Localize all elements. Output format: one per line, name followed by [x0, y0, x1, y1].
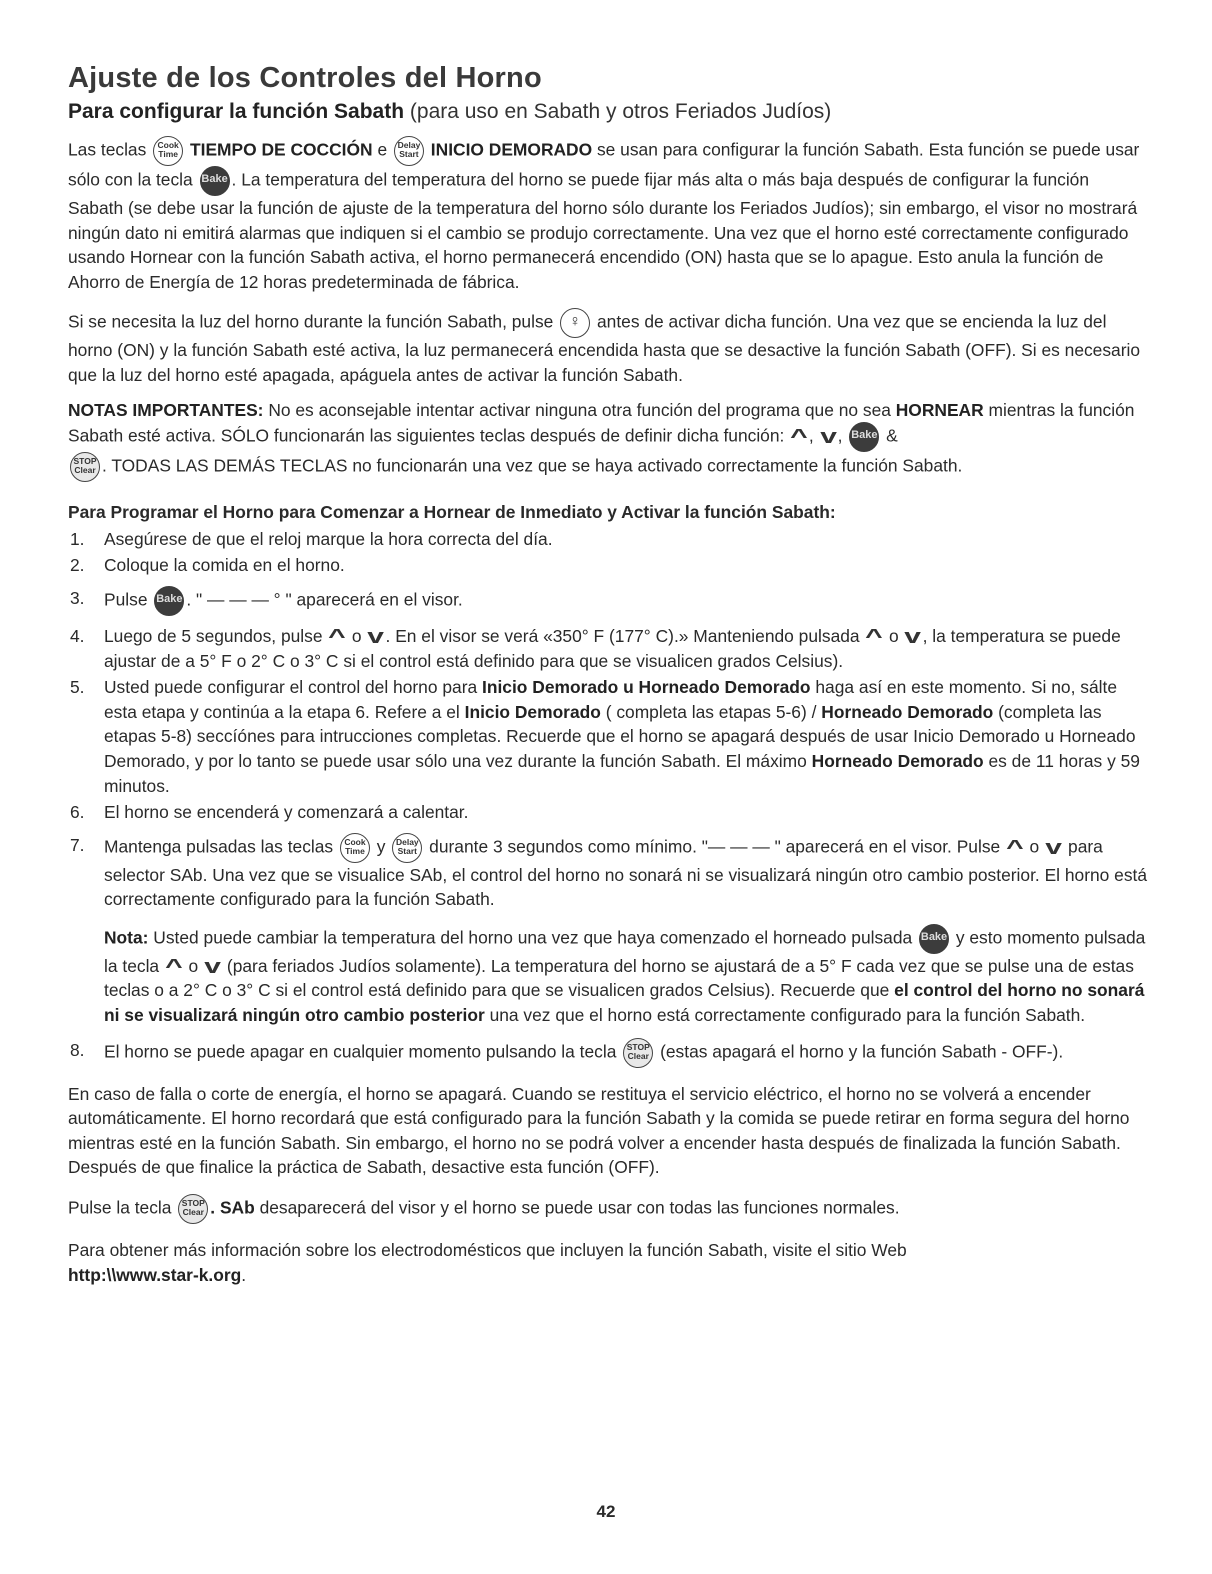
- step-text: El horno se encenderá y comenzará a calentar.: [104, 802, 469, 823]
- text: una vez que el horno está correctamente configurado para la función Sabath.: [484, 1005, 1086, 1026]
- intro-paragraph-2: [68, 308, 1148, 387]
- bake-key-icon: Bake: [200, 166, 230, 196]
- text: mientras la función Sabath esté activa. SÓLO funcionarán las siguientes teclas después de definir dicha función:: [68, 399, 1135, 446]
- nota-label: Nota:: [104, 927, 149, 948]
- step-number: 3.: [70, 587, 85, 608]
- step-text: Luego de 5 segundos, pulse: [104, 625, 328, 646]
- up-arrow-icon: ^: [865, 626, 884, 649]
- bake-key-icon: Bake: [154, 586, 184, 616]
- step-text: Mantenga pulsadas las teclas: [104, 836, 338, 857]
- page-number: 42: [596, 1502, 616, 1521]
- sab-label: . SAb: [210, 1197, 255, 1218]
- step-text: ( completa las etapas 5-6) /: [600, 701, 822, 722]
- step-bold: Horneado Demorado: [811, 750, 984, 771]
- step-text: El horno se puede apagar en cualquier momento pulsando la tecla: [104, 1041, 622, 1062]
- step-text: , la temperatura se puede ajustar de a 5° F o 2° C o 3° C si el control está definido para que se visualicen grados Celsius).: [104, 625, 1121, 671]
- text: antes de activar dicha función. Una vez que se encienda la luz del horno (ON) y la función Sabath esté activa, la luz permanecerá encendida hasta que se desactive la función Sabath (OFF). Si es necesario que la luz del horno esté apagada, apáguela antes de activar la función Sabath.: [68, 311, 1141, 385]
- step-text: Usted puede configurar el control del horno para: [104, 677, 483, 698]
- star-k-link[interactable]: http:\\www.star-k.org: [68, 1264, 242, 1285]
- step-text: para selector SAb. Una vez que se visualice SAb, el control del horno no sonará ni se visualizará ningún otro cambio posterior. El horno está correctamente configurado para la función Sabath.: [104, 836, 1148, 910]
- text: Usted puede cambiar la temperatura del horno una vez que haya comenzado el horneado pulsada: [148, 927, 918, 948]
- list-item: [68, 527, 1148, 552]
- outro-paragraph-1: En caso de falla o corte de energía, el horno se apagará. Cuando se restituya el servicio eléctrico, el horno no se volverá a encender automáticamente. El horno recordará que está configurado para la función Sabath y la comida se puede retirar en forma segura del horno mientras esté en la función Sabath. Sin embargo, el horno no se podrá volver a encender hasta después de finalizada la función Sabath. Después de que finalice la práctica de Sabath, desactive esta función (OFF).: [68, 1083, 1130, 1178]
- cook-time-key-icon: Cook Time: [153, 136, 183, 166]
- text: . TODAS LAS DEMÁS TECLAS no funcionarán una vez que se haya activado correctamente la función Sabath.: [102, 455, 963, 476]
- step-text: . En el visor se verá «350° F (177° C).» Manteniendo pulsada: [385, 625, 865, 646]
- text: No es aconsejable intentar activar ninguna otra función del programa que no sea: [263, 399, 896, 420]
- page-content: [68, 60, 1148, 1287]
- step-number: 1.: [70, 528, 85, 549]
- step-text: o: [1024, 836, 1045, 857]
- down-arrow-icon: v: [204, 956, 221, 979]
- page-title: Ajuste de los Controles del Horno: [68, 62, 542, 94]
- up-arrow-icon: ^: [1006, 836, 1024, 859]
- step-text: haga así en este momento. Si no, sálte esta etapa y continúa a la etapa 6. Refere a el: [104, 677, 1117, 722]
- list-item: [68, 586, 1148, 616]
- important-notes: [68, 398, 1148, 483]
- steps-list: [68, 527, 1148, 912]
- page-subtitle: [68, 98, 1148, 126]
- down-arrow-icon: v: [819, 426, 837, 449]
- text: y esto momento pulsada la tecla: [104, 927, 1146, 976]
- step-text: . " — — — ° " aparecerá en el visor.: [186, 589, 463, 610]
- step-number: 7.: [70, 834, 85, 855]
- step-text: Asegúrese de que el reloj marque la hora correcta del día.: [104, 528, 553, 549]
- outro-paragraph-2: [68, 1194, 1148, 1224]
- step-text: (completa las etapas 5-8) seccíónes para intrucciones completas. Recuerde que el horno se apagará después de usar Inicio Demorado u Horneado Demorado, y por lo tanto se puede usar sólo una vez durante la función Sabath. El máximo: [104, 701, 1136, 771]
- text: o: [183, 955, 203, 976]
- oven-light-key-icon: ♀: [560, 308, 590, 338]
- cook-time-key-icon: Cook Time: [340, 833, 370, 863]
- step-bold: Inicio Demorado u Horneado Demorado: [482, 677, 811, 698]
- step-text: durante 3 segundos como mínimo. "— — — " aparecerá en el visor. Pulse: [424, 836, 1006, 857]
- nota-bold: el control del horno no sonará ni se visualizará ningún otro cambio posterior: [104, 980, 1145, 1026]
- intro-paragraph-1: [68, 136, 1148, 294]
- step-text: o: [347, 625, 367, 646]
- text: Para obtener más información sobre los electrodomésticos que incluyen la función Sabath, visite el sitio Web: [68, 1240, 907, 1261]
- list-item: [68, 675, 1148, 798]
- list-item: [68, 800, 1148, 825]
- text: . La temperatura del temperatura del horno se puede fijar más alta o más baja después de configurar la función Sabath (se debe usar la función de ajuste de la temperatura del horno sólo durante los Feriados Judíos); sin embargo, el visor no mostrará ningún dato ni emitirá alarmas que indiquen si el cambio se produjo correctamente. Una vez que el horno esté correctamente configurado usando Hornear con la función Sabath activa, el horno permanecerá encendido (ON) hasta que se lo apague. Esto anula la función de Ahorro de Energía de 12 horas predeterminada de fábrica.: [68, 169, 1138, 292]
- up-arrow-icon: ^: [165, 956, 183, 979]
- list-item: [68, 553, 1148, 578]
- step-text: o: [884, 625, 904, 646]
- text: .: [241, 1264, 247, 1285]
- step-text: y: [371, 836, 391, 857]
- step-bold: Horneado Demorado: [821, 701, 994, 722]
- subtitle-bold: Para configurar la función Sabath: [68, 100, 405, 123]
- text: Pulse la tecla: [68, 1197, 177, 1218]
- hornear-label: HORNEAR: [895, 399, 984, 420]
- section-heading: Para Programar el Horno para Comenzar a Hornear de Inmediato y Activar la función Sabath:: [68, 502, 836, 523]
- text: desaparecerá del visor y el horno se puede usar con todas las funciones normales.: [254, 1197, 900, 1218]
- nota-paragraph: [68, 924, 1148, 1028]
- step-number: 5.: [70, 677, 85, 698]
- down-arrow-icon: v: [367, 626, 385, 649]
- step-text: Coloque la comida en el horno.: [104, 555, 345, 576]
- text: Si se necesita la luz del horno durante la función Sabath, pulse: [68, 311, 559, 332]
- down-arrow-icon: v: [1045, 836, 1062, 859]
- bake-key-icon: Bake: [919, 924, 949, 954]
- notes-label: NOTAS IMPORTANTES:: [68, 399, 264, 420]
- list-item: [68, 624, 1148, 673]
- delay-start-label: INICIO DEMORADO: [430, 139, 593, 160]
- stop-clear-key-icon: STOP Clear: [623, 1038, 653, 1068]
- stop-clear-key-icon: STOP Clear: [178, 1194, 208, 1224]
- up-arrow-icon: ^: [790, 426, 808, 449]
- outro-paragraph-3: [68, 1238, 1148, 1287]
- text: ,: [837, 425, 848, 446]
- step-text: Pulse: [104, 589, 153, 610]
- subtitle-rest: (para uso en Sabath y otros Feriados Judíos): [404, 100, 832, 123]
- text: &: [881, 425, 898, 446]
- list-item: [68, 833, 1148, 912]
- delay-start-key-icon: Delay Start: [394, 136, 424, 166]
- delay-start-key-icon: Delay Start: [392, 833, 422, 863]
- step-number: 2.: [70, 555, 85, 576]
- step-number: 6.: [70, 802, 85, 823]
- step-number: 4.: [70, 625, 85, 646]
- list-item: [68, 1038, 1148, 1068]
- step-text: (estas apagará el horno y la función Sabath - OFF-).: [655, 1041, 1064, 1062]
- down-arrow-icon: v: [904, 626, 922, 649]
- step-text: es de 11 horas y 59 minutos.: [104, 750, 1140, 796]
- text: ,: [808, 425, 819, 446]
- cook-time-label: TIEMPO DE COCCIÓN: [189, 139, 373, 160]
- text: Las teclas: [68, 139, 152, 160]
- step-bold: Inicio Demorado: [464, 701, 601, 722]
- up-arrow-icon: ^: [328, 626, 346, 649]
- steps-list-cont: [68, 1038, 1148, 1068]
- text: se usan para configurar la función Sabath. Esta función se puede usar sólo con la tecla: [68, 139, 1140, 190]
- bake-key-icon: Bake: [849, 422, 879, 452]
- text: (para feriados Judíos solamente). La temperatura del horno se ajustará de a 5° F cada vez que se pulse una de estas teclas o a 2° C o 3° C si el control está definido para que se visualicen grados Celsius). Recuerde que: [104, 955, 1134, 1001]
- stop-clear-key-icon: STOP Clear: [70, 452, 100, 482]
- text: e: [372, 139, 392, 160]
- step-number: 8.: [70, 1039, 85, 1060]
